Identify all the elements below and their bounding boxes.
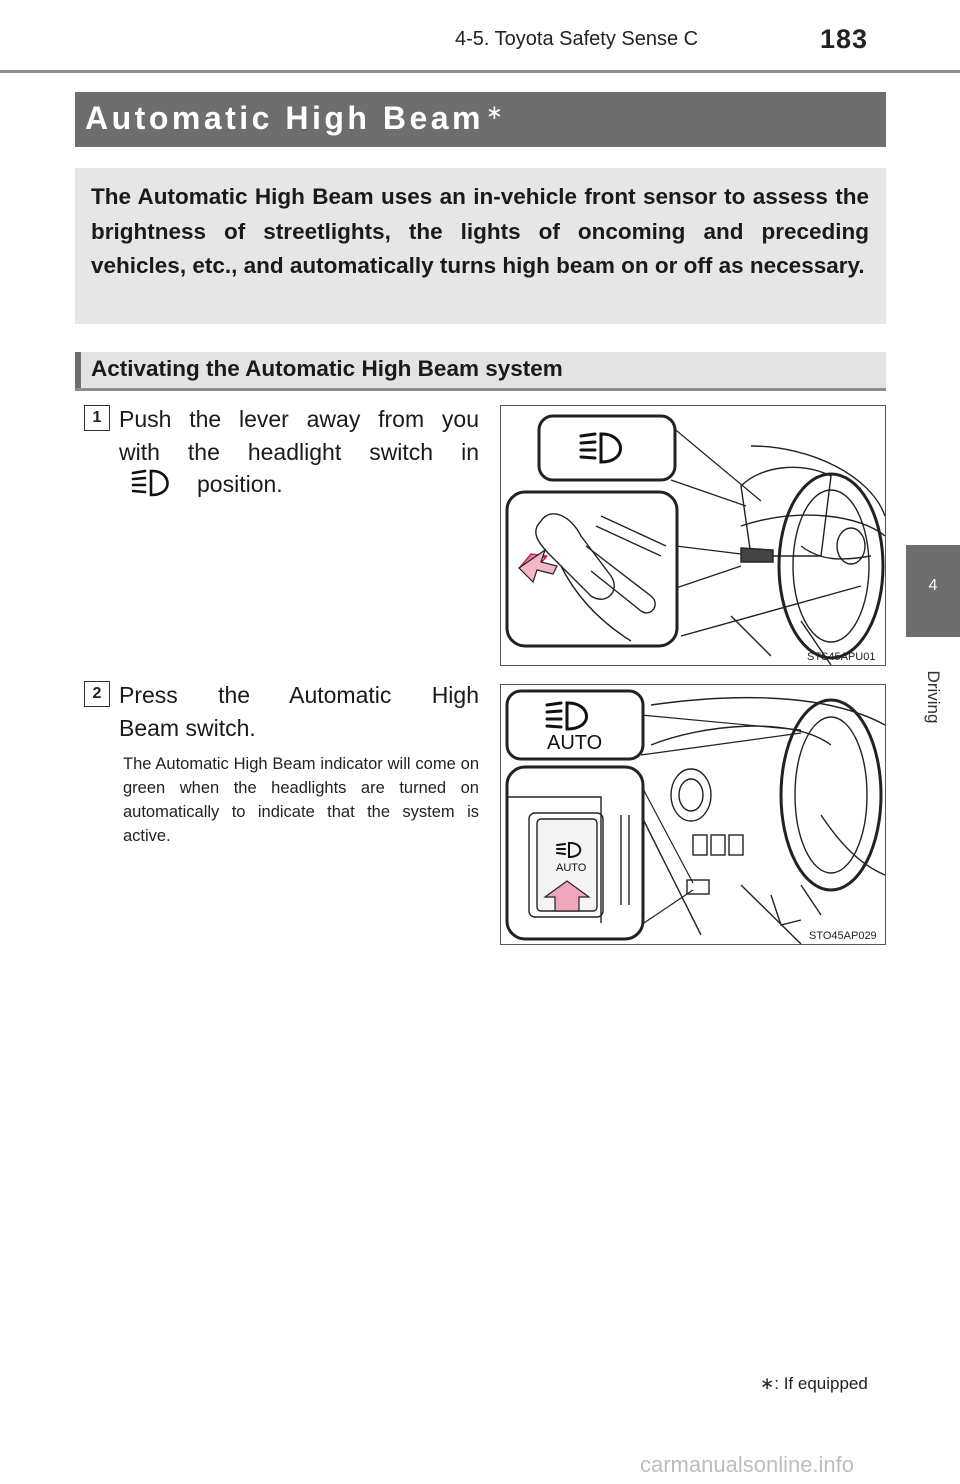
- subsection-header: [75, 352, 886, 391]
- chapter-label-area: [906, 637, 960, 757]
- footnote-text: : If equipped: [774, 1374, 868, 1393]
- page-number: 183: [820, 24, 869, 54]
- page-title-bar: [75, 92, 886, 147]
- step-2-text: [119, 679, 479, 745]
- callout-auto-label: AUTO: [547, 732, 603, 754]
- switch-illustration: [501, 685, 885, 944]
- lever-illustration: [501, 406, 885, 665]
- chapter-label: Driving: [924, 670, 943, 724]
- subsection-title: Activating the Automatic High Beam system: [91, 356, 563, 381]
- step-1-line-2: with the headlight switch in: [119, 439, 479, 465]
- step-1-text: [119, 403, 479, 469]
- switch-auto-label: AUTO: [556, 862, 587, 874]
- chapter-tab[interactable]: [906, 545, 960, 637]
- footnote: [760, 1374, 868, 1394]
- figure-auto-switch: [500, 684, 886, 945]
- intro-box: [75, 168, 886, 324]
- step-2-description: The Automatic High Beam indicator will come on green when the headlights are turned on automatically to indicate that the system is active.: [123, 755, 479, 845]
- if-equipped-marker: ∗: [485, 102, 507, 124]
- step-1-line-1: Push the lever away from you: [119, 406, 479, 432]
- figure-1-code: STS45APU01: [807, 651, 876, 663]
- figure-lever: [500, 405, 886, 666]
- header-rule: [0, 70, 960, 73]
- step-number-2: 2: [84, 681, 110, 707]
- footnote-marker: ∗: [760, 1374, 775, 1393]
- step-2-line-1: Press the Automatic High: [119, 682, 479, 708]
- figure-2-code: STO45AP029: [809, 930, 877, 942]
- chapter-number: 4: [928, 577, 938, 594]
- step-1-line-3: [129, 468, 283, 499]
- intro-text: The Automatic High Beam uses an in-vehicle front sensor to assess the brightness of streetlights, the lights of oncoming and preceding vehicles, etc., and automatically turns high beam on or off as necessary.: [91, 184, 869, 278]
- step-2-line-2: Beam switch.: [119, 715, 256, 741]
- subsection-marker: [75, 352, 81, 388]
- watermark: carmanualsonline.info: [640, 1452, 855, 1477]
- section-title: 4-5. Toyota Safety Sense C: [455, 28, 699, 50]
- page-title-text: Automatic High Beam: [85, 100, 484, 136]
- page-title: [85, 100, 506, 137]
- step-1-line-3-text: position.: [197, 471, 283, 497]
- step-number-1: 1: [84, 405, 110, 431]
- headlight-auto-icon: [129, 468, 181, 498]
